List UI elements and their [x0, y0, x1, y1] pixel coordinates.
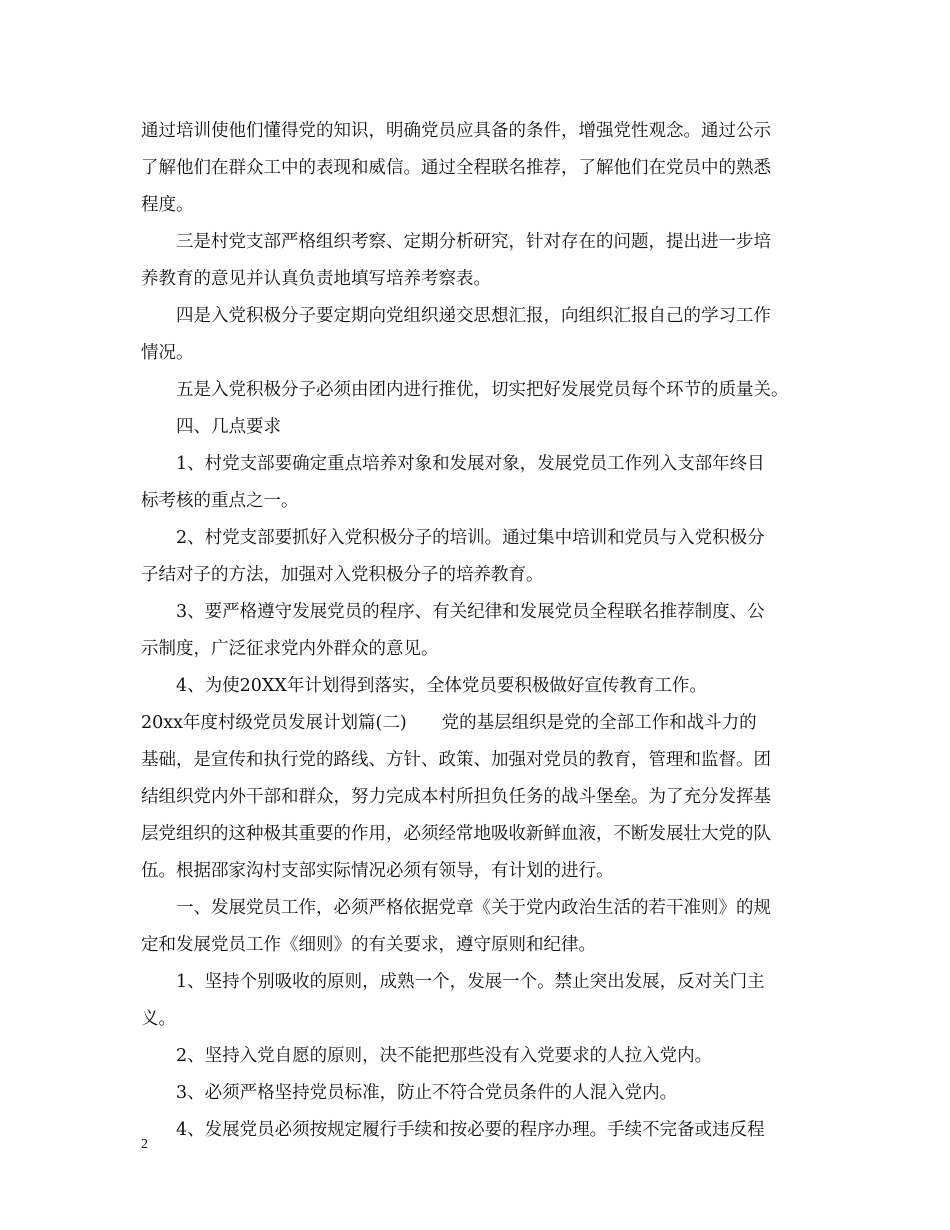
text-line: 情况。: [141, 343, 194, 363]
list-item-line: 3、必须严格坚持党员标准，防止不符合党员条件的人混入党内。: [176, 1083, 678, 1103]
paragraph-start-line: 三是村党支部严格组织考察、定期分析研究，针对存在的问题，提出进一步培: [176, 232, 771, 252]
text-line: 养教育的意见并认真负责地填写培养考察表。: [141, 269, 491, 289]
list-item-line: 3、要严格遵守发展党员的程序、有关纪律和发展党员全程联名推荐制度、公: [176, 602, 765, 622]
text-line: 示制度，广泛征求党内外群众的意见。: [141, 639, 439, 659]
text-line: 程度。: [141, 195, 194, 215]
list-item-line: 2、村党支部要抓好入党积极分子的培训。通过集中培训和党员与入党积极分: [176, 528, 765, 548]
chapter-title-line: 20xx年度村级党员发展计划篇(二) 党的基层组织是党的全部工作和战斗力的: [141, 713, 757, 733]
list-item-line: 1、坚持个别吸收的原则，成熟一个，发展一个。禁止突出发展，反对关门主: [176, 972, 765, 992]
text-line: 基础，是宣传和执行党的路线、方针、政策、加强对党员的教育，管理和监督。团: [141, 750, 771, 770]
text-line: 子结对子的方法，加强对入党积极分子的培养教育。: [141, 565, 544, 585]
text-line: 标考核的重点之一。: [141, 491, 299, 511]
list-item-line: 4、发展党员必须按规定履行手续和按必要的程序办理。手续不完备或违反程: [176, 1120, 765, 1140]
text-line: 义。: [141, 1009, 176, 1029]
text-line: 了解他们在群众工中的表现和威信。通过全程联名推荐，了解他们在党员中的熟悉: [141, 158, 771, 178]
document-body: [141, 113, 821, 1149]
paragraph-start-line: 四是入党积极分子要定期向党组织递交思想汇报，向组织汇报自己的学习工作: [176, 306, 771, 326]
text-line: 通过培训使他们懂得党的知识，明确党员应具备的条件，增强党性观念。通过公示: [141, 121, 771, 141]
list-item-line: 2、坚持入党自愿的原则，决不能把那些没有入党要求的人拉入党内。: [176, 1046, 713, 1066]
text-line: 伍。根据邵家沟村支部实际情况必须有领导，有计划的进行。: [141, 861, 614, 881]
list-item-line: 1、村党支部要确定重点培养对象和发展对象，发展党员工作列入支部年终目: [176, 454, 765, 474]
text-line: 层党组织的这种极其重要的作用，必须经常地吸收新鲜血液，不断发展壮大党的队: [141, 824, 771, 844]
text-line: 定和发展党员工作《细则》的有关要求，遵守原则和纪律。: [141, 935, 596, 955]
paragraph-start-line: 一、发展党员工作，必须严格依据党章《关于党内政治生活的若干准则》的规: [176, 898, 771, 918]
paragraph-start-line: 五是入党积极分子必须由团内进行推优，切实把好发展党员每个环节的质量关。: [176, 380, 789, 400]
section-heading: 四、几点要求: [176, 417, 281, 437]
page-number: 2: [141, 1137, 148, 1152]
list-item-line: 4、为使20XX年计划得到落实，全体党员要积极做好宣传教育工作。: [176, 676, 707, 696]
text-line: 结组织党内外干部和群众，努力完成本村所担负任务的战斗堡垒。为了充分发挥基: [141, 787, 771, 807]
